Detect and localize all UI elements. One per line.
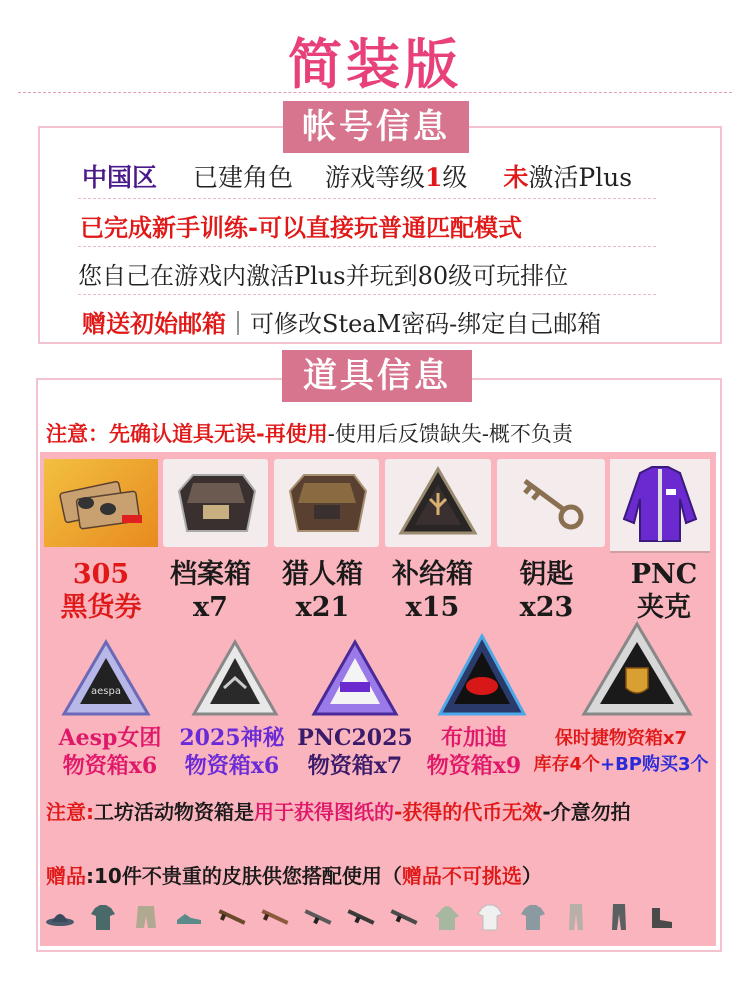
items-section-title: 道具信息 [282, 350, 472, 402]
pnc-crate-icon [310, 636, 400, 722]
divider [18, 92, 732, 93]
archive-box-icon [163, 459, 268, 547]
hoodie-icon [431, 902, 463, 932]
aespa-crate-icon [58, 636, 154, 722]
shoes-icon [173, 902, 205, 932]
bugatti-crate-icon [434, 630, 530, 722]
mystery-crate-icon [190, 636, 280, 722]
rifle-icon [216, 902, 248, 932]
porsche-crate-icon [578, 618, 696, 722]
account-line-3: 您自己在游戏内激活Plus并玩到80级可玩排位 [78, 262, 569, 290]
rifle-icon [302, 902, 334, 932]
tshirt-icon [517, 902, 549, 932]
gift-mail-text: 赠送初始邮箱 [82, 310, 226, 338]
rifle-icon [259, 902, 291, 932]
page-title: 简装版 [288, 32, 462, 96]
hunter-box-label: 猎人箱 x21 [282, 559, 363, 623]
notice-1 [46, 418, 573, 448]
region-text: 中国区 [82, 163, 158, 192]
divider [78, 294, 656, 295]
plus-status-red: 未 [503, 163, 529, 192]
divider [78, 246, 656, 247]
coupon-icon [44, 459, 158, 547]
level-prefix: 游戏等级 [324, 163, 425, 192]
jacket-label: PNC 夹克 [630, 559, 698, 623]
level-num: 1 [424, 163, 443, 192]
gift-icons-row [44, 902, 704, 934]
key-label: 钥匙 x23 [519, 559, 574, 623]
hat-icon [44, 902, 76, 932]
rifle-icon [345, 902, 377, 932]
mystery-crate-label: 2025神秘 物资箱x6 [179, 725, 285, 779]
pants-icon [560, 902, 592, 932]
notice-1-rest: -使用后反馈缺失-概不负责 [327, 422, 573, 446]
pants-icon [603, 902, 635, 932]
level-suffix: 级 [442, 163, 468, 192]
role-text: 已建角色 [192, 163, 293, 192]
steam-text: ｜可修改SteaM密码-绑定自己邮箱 [226, 310, 602, 338]
notice-1-red: 注意：先确认道具无误-再使用 [46, 422, 328, 446]
divider [78, 198, 656, 199]
tshirt-icon [474, 902, 506, 932]
aespa-crate-label: Aesp女团 物资箱x6 [58, 725, 162, 779]
plus-status-rest: 激活Plus [528, 163, 633, 192]
shorts-icon [130, 902, 162, 932]
hunter-box-icon [274, 459, 379, 547]
rifle-icon [388, 902, 420, 932]
account-line-2: 已完成新手训练-可以直接玩普通匹配模式 [80, 214, 522, 242]
bugatti-crate-label: 布加迪 物资箱x9 [426, 725, 522, 779]
coupon-label: 305 黑货券 [60, 559, 142, 623]
shirt-icon [87, 902, 119, 932]
notice-2: 注意:工坊活动物资箱是用于获得图纸的-获得的代币无效-介意勿拍 [46, 800, 631, 824]
key-icon [497, 459, 605, 547]
archive-box-label: 档案箱 x7 [170, 559, 251, 623]
account-line-1 [82, 158, 632, 194]
porsche-crate-label: 保时捷物资箱x7 库存4个+BP购买3个 [533, 728, 709, 775]
account-section-title: 帐号信息 [283, 101, 469, 153]
boots-icon [646, 902, 678, 932]
supply-box-label: 补给箱 x15 [392, 559, 473, 623]
supply-box-icon [385, 459, 491, 547]
pnc-crate-label: PNC2025 物资箱x7 [297, 725, 413, 779]
gift-line: 赠品:10件不贵重的皮肤供您搭配使用（赠品不可挑选） [46, 864, 542, 888]
svg-text:aespa: aespa [91, 686, 121, 697]
jacket-icon [610, 459, 710, 553]
account-line-4 [82, 304, 601, 339]
